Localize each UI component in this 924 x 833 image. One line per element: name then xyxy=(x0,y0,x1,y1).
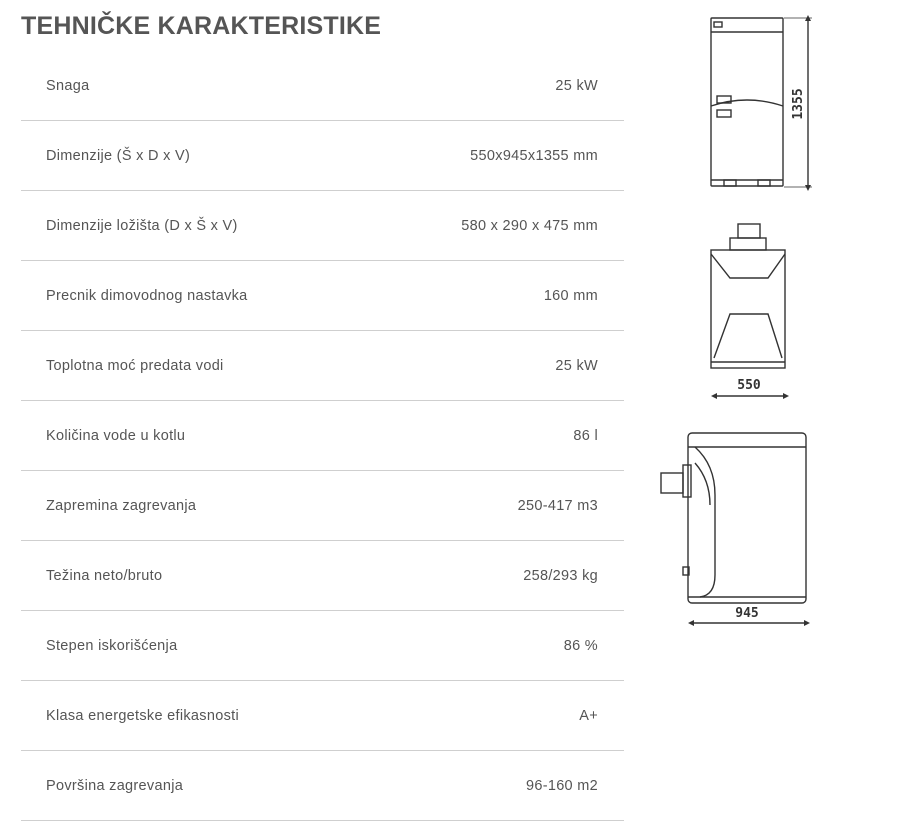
spec-label: Dimenzije ložišta (D x Š x V) xyxy=(46,218,238,234)
spec-row xyxy=(21,471,624,541)
spec-label: Stepen iskorišćenja xyxy=(46,638,178,654)
spec-value: 96-160 m2 xyxy=(525,778,598,794)
depth-dimension-label: 945 xyxy=(735,606,759,621)
spec-row xyxy=(21,191,624,261)
spec-value: 250-417 m3 xyxy=(517,498,598,514)
spec-label: Dimenzije (Š x D x V) xyxy=(46,148,191,164)
spec-value: 258/293 kg xyxy=(523,568,598,584)
spec-label: Snaga xyxy=(46,78,90,94)
width-dimension-label: 550 xyxy=(737,378,761,393)
spec-value: 25 kW xyxy=(555,78,598,94)
spec-label: Klasa energetske efikasnosti xyxy=(46,708,239,724)
spec-value: 86 % xyxy=(563,638,598,654)
spec-label: Toplotna moć predata vodi xyxy=(46,358,224,374)
spec-row xyxy=(21,401,624,471)
boiler-rear-view-drawing xyxy=(700,218,800,403)
spec-row xyxy=(21,121,624,191)
spec-row xyxy=(21,611,624,681)
spec-row xyxy=(21,331,624,401)
spec-label: Težina neto/bruto xyxy=(46,568,163,584)
boiler-side-view-drawing xyxy=(655,425,825,640)
spec-value: A+ xyxy=(579,708,598,724)
spec-label: Zapremina zagrevanja xyxy=(46,498,197,514)
spec-value: 160 mm xyxy=(543,288,598,304)
spec-value: 550x945x1355 mm xyxy=(470,148,598,164)
spec-label: Površina zagrevanja xyxy=(46,778,184,794)
spec-label: Količina vode u kotlu xyxy=(46,428,186,444)
boiler-front-view-drawing xyxy=(700,10,820,195)
spec-row xyxy=(21,751,624,821)
spec-table xyxy=(21,51,624,821)
spec-row xyxy=(21,681,624,751)
height-dimension-label: 1355 xyxy=(791,88,806,120)
spec-row xyxy=(21,261,624,331)
page-title: TEHNIČKE KARAKTERISTIKE xyxy=(21,12,382,40)
spec-value: 86 l xyxy=(573,428,598,444)
spec-row xyxy=(21,541,624,611)
spec-value: 25 kW xyxy=(555,358,598,374)
spec-label: Precnik dimovodnog nastavka xyxy=(46,288,248,304)
spec-row xyxy=(21,51,624,121)
spec-value: 580 x 290 x 475 mm xyxy=(461,218,598,234)
